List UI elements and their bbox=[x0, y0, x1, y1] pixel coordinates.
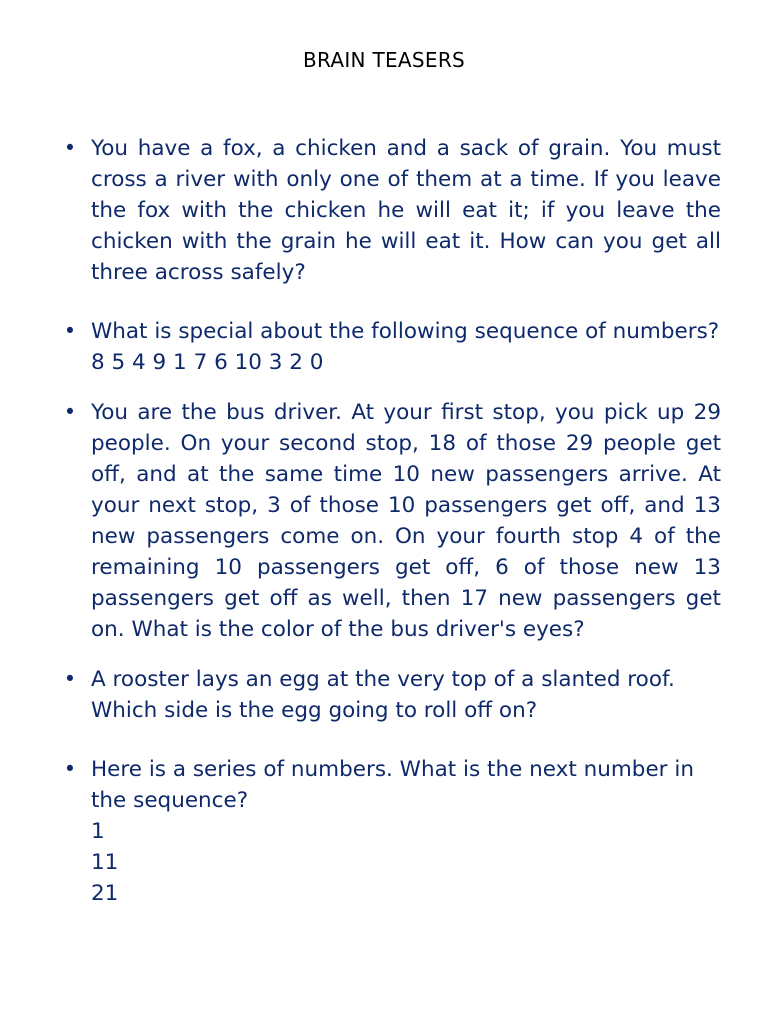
page-title: BRAIN TEASERS bbox=[302, 48, 466, 72]
series-number: 21 bbox=[91, 881, 119, 906]
teaser-text: You have a fox, a chicken and a sack of grain. You must cross a river with only one of them at a time. If you leave the fox with the chicken he will eat it; if you leave the chicken with the grain he will eat it. How can you get all three across safely? bbox=[91, 136, 721, 285]
teaser-item-rooster-egg bbox=[0, 664, 768, 726]
teaser-text: Here is a series of numbers. What is the next number in the sequence? bbox=[91, 757, 694, 813]
bullet-icon: • bbox=[63, 667, 77, 691]
teaser-item-bus-driver bbox=[0, 397, 768, 645]
bullet-icon: • bbox=[63, 400, 77, 424]
series-number: 11 bbox=[91, 850, 119, 875]
teaser-item-next-number bbox=[0, 754, 768, 909]
series-number: 1 bbox=[91, 819, 105, 844]
bullet-icon: • bbox=[63, 757, 77, 781]
teaser-text: What is special about the following sequence of numbers? bbox=[91, 319, 720, 344]
teaser-text: A rooster lays an egg at the very top of a slanted roof. Which side is the egg going to roll off on? bbox=[91, 667, 675, 723]
teaser-item-number-sequence bbox=[0, 316, 768, 378]
bullet-icon: • bbox=[63, 319, 77, 343]
bullet-icon: • bbox=[63, 136, 77, 160]
sequence-line: 8 5 4 9 1 7 6 10 3 2 0 bbox=[91, 350, 324, 375]
teaser-item-fox-chicken-grain bbox=[0, 133, 768, 288]
teaser-text: You are the bus driver. At your first stop, you pick up 29 people. On your second stop, 18 of those 29 people get off, and at the same time 10 new passengers arrive. At your next stop, 3 of those 10 passengers get off, and 13 new passengers come on. On your fourth stop 4 of the remaining 10 passengers get off, 6 of those new 13 passengers get off as well, then 17 new passengers get on. What is the color of the bus driver's eyes? bbox=[91, 400, 721, 642]
teaser-list bbox=[0, 133, 768, 928]
